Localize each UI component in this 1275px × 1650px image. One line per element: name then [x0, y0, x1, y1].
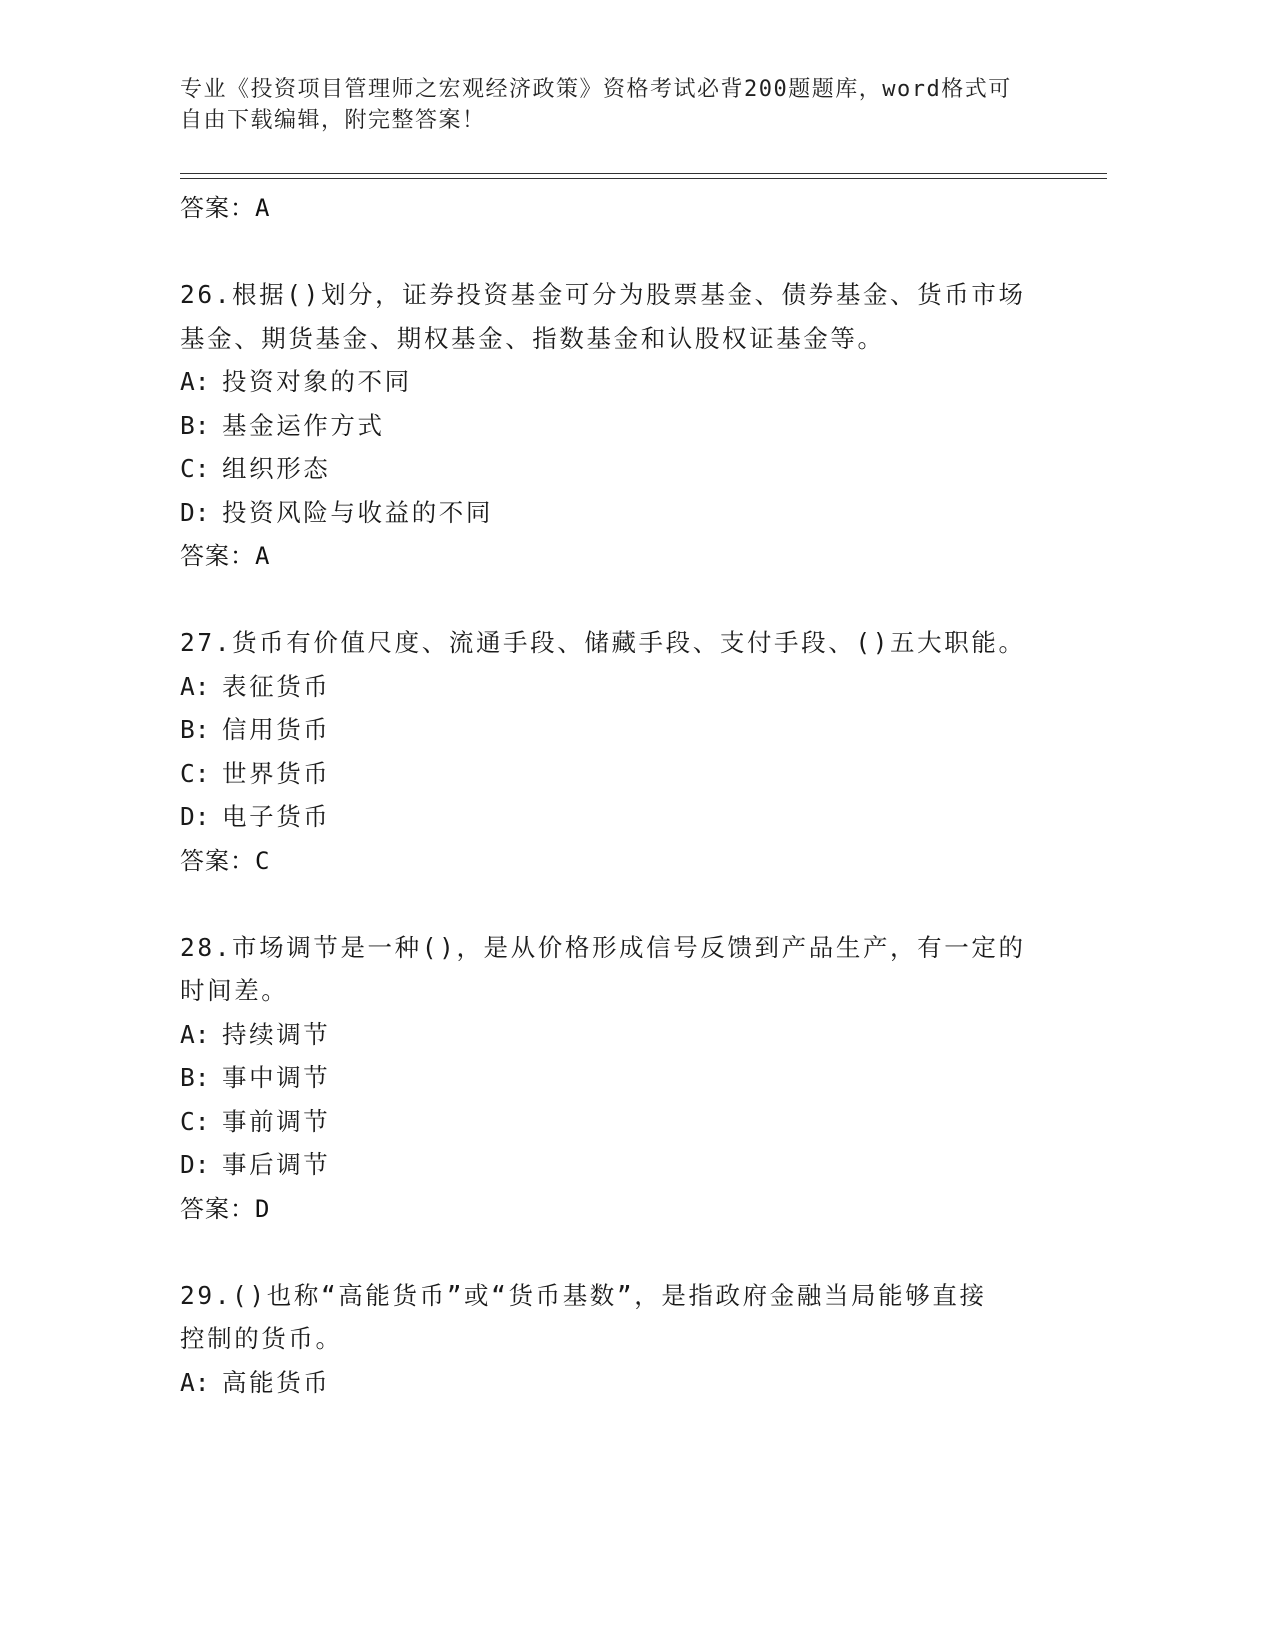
question-stem [180, 926, 1040, 1013]
document-header [180, 74, 1060, 136]
option-item [180, 1143, 1040, 1187]
option-item [180, 708, 1040, 752]
option-letter: A: [180, 1367, 210, 1397]
question-stem-line: 29.()也称“高能货币”或“货币基数”，是指政府金融当局能够直接 [180, 1280, 987, 1310]
question-list [180, 186, 1040, 1404]
option-text: 事前调节 [222, 1106, 331, 1136]
option-item [180, 404, 1040, 448]
answer-line [180, 1187, 1040, 1231]
option-item [180, 752, 1040, 796]
option-text: 投资风险与收益的不同 [222, 497, 493, 527]
question-stem [180, 621, 1040, 665]
option-letter: B: [180, 715, 210, 744]
option-letter: D: [180, 1150, 210, 1179]
option-text: 表征货币 [222, 671, 331, 701]
question-block [180, 621, 1040, 883]
answer-label: 答案： [180, 846, 255, 875]
answer-value: A [255, 542, 271, 570]
answer-line [180, 839, 1040, 883]
option-letter: C: [180, 454, 210, 483]
question-block [180, 926, 1040, 1231]
question-block [180, 1274, 1040, 1405]
option-letter: B: [180, 1063, 210, 1092]
option-letter: C: [180, 758, 210, 788]
answer-value: A [255, 194, 271, 222]
option-item [180, 360, 1040, 404]
header-line-2: 自由下载编辑，附完整答案！ [180, 108, 486, 133]
option-text: 组织形态 [222, 454, 331, 483]
answer-line [180, 186, 1040, 230]
answer-value: C [255, 846, 271, 875]
question-stem-line: 控制的货币。 [180, 1324, 343, 1353]
option-text: 事后调节 [222, 1150, 331, 1179]
question-stem-line: 28.市场调节是一种()，是从价格形成信号反馈到产品生产，有一定的 [180, 932, 1026, 962]
answer-label: 答案： [180, 194, 255, 222]
answer-value: D [255, 1194, 271, 1223]
option-item [180, 491, 1040, 535]
option-letter: A: [180, 1019, 210, 1049]
option-item [180, 795, 1040, 839]
question-stem [180, 273, 1040, 360]
option-text: 信用货币 [222, 715, 331, 744]
option-text: 世界货币 [222, 758, 331, 788]
option-letter: C: [180, 1106, 210, 1136]
option-item [180, 1100, 1040, 1144]
option-letter: B: [180, 410, 210, 440]
option-text: 投资对象的不同 [222, 367, 412, 396]
option-item [180, 1361, 1040, 1405]
header-divider-top [180, 173, 1107, 174]
question-stem [180, 1274, 1040, 1361]
header-divider-bottom [180, 178, 1107, 179]
answer-label: 答案： [180, 1194, 255, 1223]
question-stem-line: 基金、期货基金、期权基金、指数基金和认股权证基金等。 [180, 323, 885, 353]
option-letter: D: [180, 802, 210, 831]
question-block [180, 273, 1040, 578]
option-item [180, 1013, 1040, 1057]
answer-line [180, 534, 1040, 578]
option-item [180, 665, 1040, 709]
question-stem-line: 27.货币有价值尺度、流通手段、储藏手段、支付手段、()五大职能。 [180, 628, 1026, 657]
option-text: 事中调节 [222, 1063, 331, 1092]
header-line-1: 专业《投资项目管理师之宏观经济政策》资格考试必背200题题库，word格式可 [180, 77, 1012, 102]
question-stem-line: 26.根据()划分，证券投资基金可分为股票基金、债券基金、货币市场 [180, 280, 1026, 309]
option-text: 基金运作方式 [222, 410, 385, 440]
option-item [180, 447, 1040, 491]
option-letter: A: [180, 671, 210, 701]
option-item [180, 1056, 1040, 1100]
answer-label: 答案： [180, 542, 255, 570]
option-text: 持续调节 [222, 1019, 331, 1049]
option-letter: D: [180, 497, 210, 527]
option-letter: A: [180, 367, 210, 396]
option-text: 高能货币 [222, 1367, 331, 1397]
question-stem-line: 时间差。 [180, 976, 289, 1005]
option-text: 电子货币 [222, 802, 331, 831]
